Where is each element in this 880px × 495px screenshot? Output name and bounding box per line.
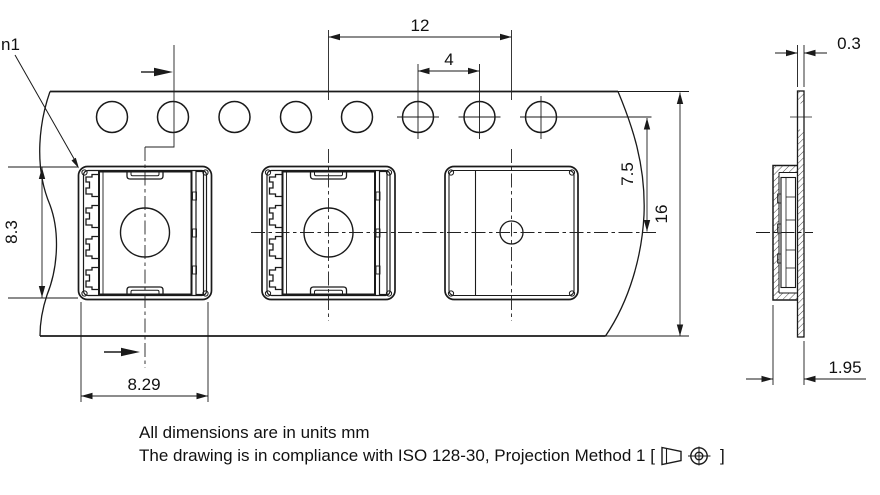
dim-pocket-pitch: 12 <box>410 16 430 35</box>
dim-thickness-lines <box>775 45 827 87</box>
pin1-label: n1 <box>1 35 20 54</box>
feed-arrow-top <box>154 68 173 76</box>
side-view <box>746 45 866 385</box>
first-angle-projection-icon <box>659 444 717 468</box>
dim-pocket-width: 8.29 <box>127 375 161 394</box>
note-projection-bracket: ] <box>719 446 725 465</box>
note-projection <box>139 444 725 468</box>
dim-tape-thickness: 0.3 <box>837 34 861 53</box>
feed-direction-arrows <box>104 68 173 356</box>
dim-tape-width: 16 <box>652 204 671 224</box>
drawing-notes <box>139 422 725 468</box>
hole-centermarks <box>397 64 652 139</box>
right-break-line <box>606 92 645 337</box>
note-projection-text: The drawing is in compliance with ISO 128-30, Projection Method 1 [ <box>139 446 655 465</box>
dimension-labels-side <box>828 34 861 377</box>
sprocket-holes <box>97 64 652 139</box>
dimension-labels-front <box>2 16 671 394</box>
dim-pocket-depth: 1.95 <box>828 358 862 377</box>
centerlines <box>145 30 656 368</box>
dim-hole-pitch: 4 <box>444 50 454 69</box>
dim-pocket-height: 8.3 <box>2 220 21 244</box>
feed-arrow-bottom <box>121 348 140 356</box>
dim-hole-to-center: 7.5 <box>618 162 637 186</box>
note-units: All dimensions are in units mm <box>139 423 370 442</box>
